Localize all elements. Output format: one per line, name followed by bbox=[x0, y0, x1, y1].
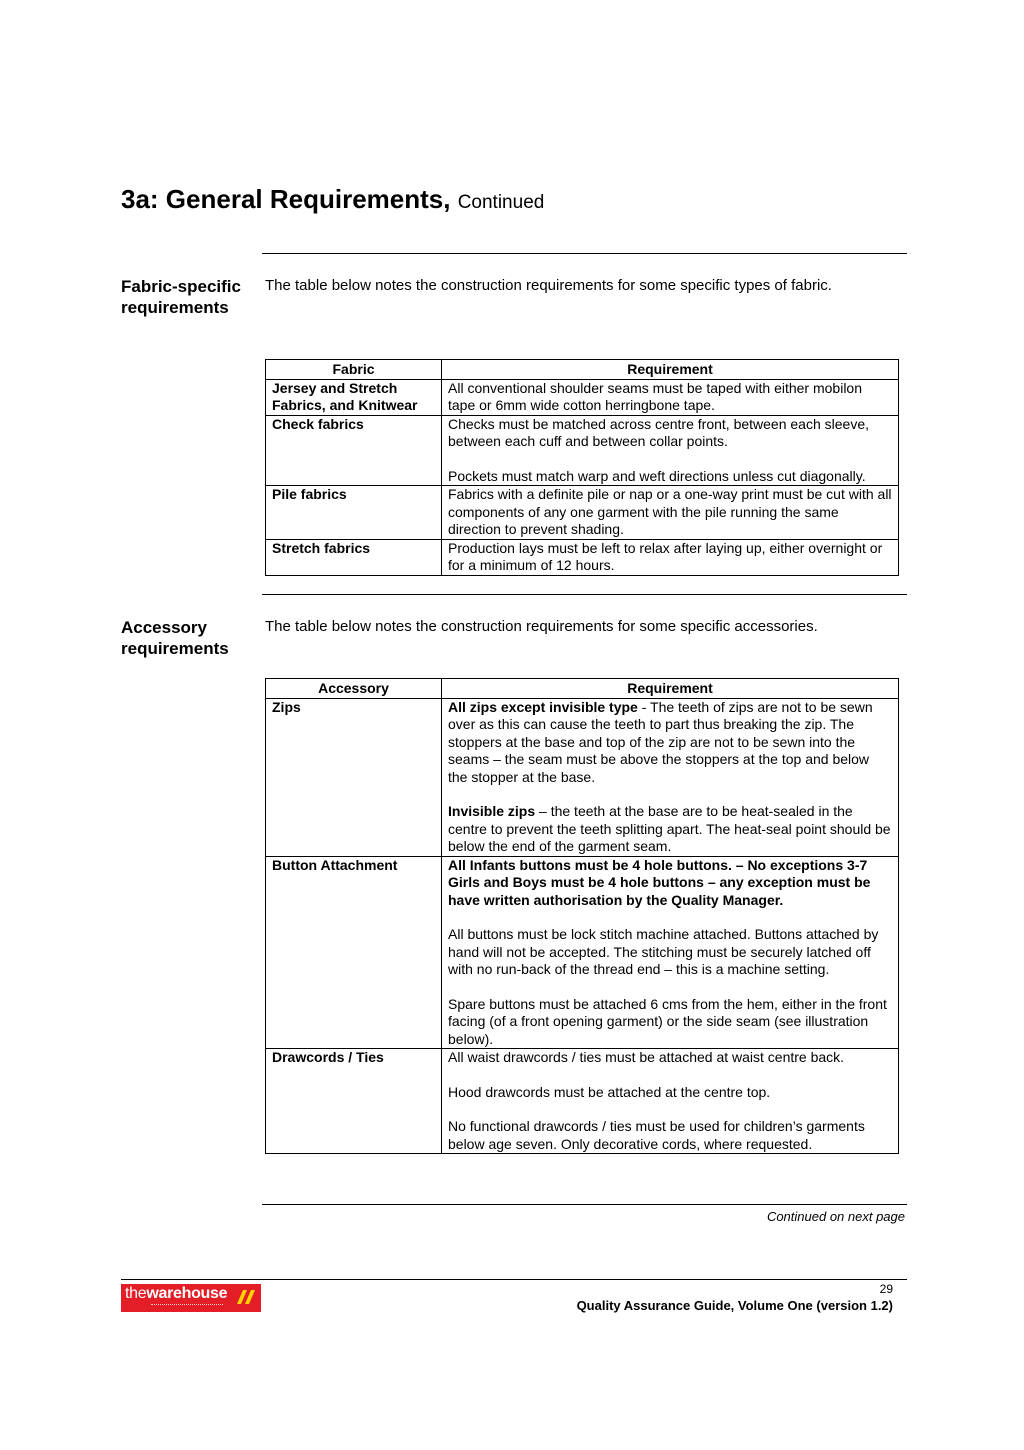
section-divider-accessory bbox=[262, 594, 907, 595]
row-label: Zips bbox=[266, 698, 442, 856]
logo-brand: warehouse bbox=[146, 1285, 228, 1302]
column-header-fabric: Fabric bbox=[266, 360, 442, 380]
requirement-text: All waist drawcords / ties must be attached at waist centre back. bbox=[448, 1049, 845, 1065]
column-header-requirement: Requirement bbox=[442, 360, 899, 380]
page-number: 29 bbox=[879, 1282, 893, 1296]
requirement-paragraph bbox=[448, 1118, 892, 1153]
requirement-text: Fabrics with a definite pile or nap or a one-way print must be cut with all components of any one garment with the pile running the same direction to prevent shading. bbox=[448, 486, 892, 537]
footer-divider bbox=[121, 1279, 907, 1280]
requirement-emphasis: Invisible zips bbox=[448, 803, 536, 819]
row-requirement bbox=[442, 856, 899, 1049]
warehouse-logo bbox=[121, 1284, 261, 1312]
row-requirement bbox=[442, 486, 899, 540]
fabric-table-body bbox=[266, 379, 899, 575]
row-label: Pile fabrics bbox=[266, 486, 442, 540]
page-title bbox=[121, 184, 544, 215]
requirement-paragraph bbox=[448, 486, 892, 539]
table-row bbox=[266, 856, 899, 1049]
table-row bbox=[266, 1049, 899, 1154]
logo-tagline-icon bbox=[151, 1304, 223, 1308]
requirement-paragraph bbox=[448, 1084, 892, 1102]
section-label-accessory: Accessory requirements bbox=[121, 618, 229, 658]
requirement-text: - The teeth of zips are not to be sewn over as this can cause the teeth to part thus breaking the zip. The stoppers at the base and top of the zip are not to be sewn into the seams – the seam must be above the stoppers at the top and below the stopper at the base. bbox=[448, 698, 873, 785]
table-row bbox=[266, 379, 899, 415]
row-requirement bbox=[442, 1049, 899, 1154]
section-intro-fabric: The table below notes the construction requirements for some specific types of fabric. bbox=[265, 277, 832, 294]
requirement-paragraph bbox=[448, 803, 892, 856]
requirement-paragraph bbox=[448, 699, 892, 787]
requirement-text: Hood drawcords must be attached at the centre top. bbox=[448, 1083, 771, 1100]
requirement-emphasis: All Infants buttons must be 4 hole buttons. – No exceptions 3-7 Girls and Boys must be 4 hole buttons – any exception must be have written authorisation by the Quality Manager. bbox=[448, 856, 871, 908]
requirement-text: Checks must be matched across centre front, between each sleeve, between each cuff and between collar points. bbox=[448, 415, 869, 449]
logo-slashes-icon bbox=[237, 1290, 257, 1304]
requirement-paragraph bbox=[448, 857, 892, 910]
table-header-row bbox=[266, 679, 899, 699]
column-header-requirement: Requirement bbox=[442, 679, 899, 699]
row-requirement bbox=[442, 379, 899, 415]
row-label: Drawcords / Ties bbox=[266, 1049, 442, 1154]
requirement-text: All conventional shoulder seams must be taped with either mobilon tape or 6mm wide cotton herringbone tape. bbox=[448, 379, 863, 413]
table-row bbox=[266, 486, 899, 540]
logo-the: the bbox=[125, 1285, 147, 1302]
row-label: Check fabrics bbox=[266, 415, 442, 486]
requirement-paragraph bbox=[448, 540, 892, 575]
table-header-row bbox=[266, 360, 899, 380]
requirement-text: Pockets must match warp and weft directions unless cut diagonally. bbox=[448, 467, 866, 484]
requirement-paragraph bbox=[448, 380, 892, 415]
accessory-requirements-table bbox=[265, 678, 899, 1154]
section-divider-fabric bbox=[262, 253, 907, 254]
logo-wordmark bbox=[125, 1285, 227, 1303]
requirement-text: Spare buttons must be attached 6 cms from the hem, either in the front facing (of a front opening garment) or the side seam (see illustration below). bbox=[448, 995, 887, 1047]
page-title-continued: Continued bbox=[457, 192, 545, 213]
requirement-paragraph bbox=[448, 468, 892, 486]
requirement-paragraph bbox=[448, 996, 892, 1049]
page-title-text: 3a: General Requirements, bbox=[121, 184, 451, 214]
requirement-text: All buttons must be lock stitch machine attached. Buttons attached by hand will not be accepted. The stitching must be securely latched off with no run-back of the thread end – this is a machine setting. bbox=[448, 926, 879, 977]
row-requirement bbox=[442, 539, 899, 575]
row-label: Jersey and Stretch Fabrics, and Knitwear bbox=[266, 379, 442, 415]
requirement-text: No functional drawcords / ties must be used for children’s garments below age seven. Only decorative cords, where requested. bbox=[448, 1118, 865, 1152]
table-row bbox=[266, 698, 899, 856]
bottom-divider bbox=[262, 1204, 907, 1205]
section-label-fabric: Fabric-specific requirements bbox=[121, 277, 241, 317]
continued-note: Continued on next page bbox=[766, 1209, 905, 1224]
requirement-paragraph bbox=[448, 416, 892, 451]
column-header-accessory: Accessory bbox=[266, 679, 442, 699]
table-row bbox=[266, 539, 899, 575]
accessory-table-body bbox=[266, 698, 899, 1154]
section-intro-accessory: The table below notes the construction requirements for some specific accessories. bbox=[265, 618, 818, 635]
fabric-requirements-table bbox=[265, 359, 899, 576]
row-requirement bbox=[442, 698, 899, 856]
requirement-text: – the teeth at the base are to be heat-sealed in the centre to prevent the teeth splitting apart. The heat-seal point should be below the end of the garment seam. bbox=[448, 803, 891, 854]
table-row bbox=[266, 415, 899, 486]
requirement-paragraph bbox=[448, 926, 892, 979]
requirement-text: Production lays must be left to relax after laying up, either overnight or for a minimum of 12 hours. bbox=[448, 539, 883, 573]
requirement-emphasis: All zips except invisible type bbox=[448, 698, 638, 715]
row-label: Button Attachment bbox=[266, 856, 442, 1049]
requirement-paragraph bbox=[448, 1049, 892, 1067]
row-requirement bbox=[442, 415, 899, 486]
document-title: Quality Assurance Guide, Volume One (version 1.2) bbox=[576, 1298, 893, 1313]
row-label: Stretch fabrics bbox=[266, 539, 442, 575]
